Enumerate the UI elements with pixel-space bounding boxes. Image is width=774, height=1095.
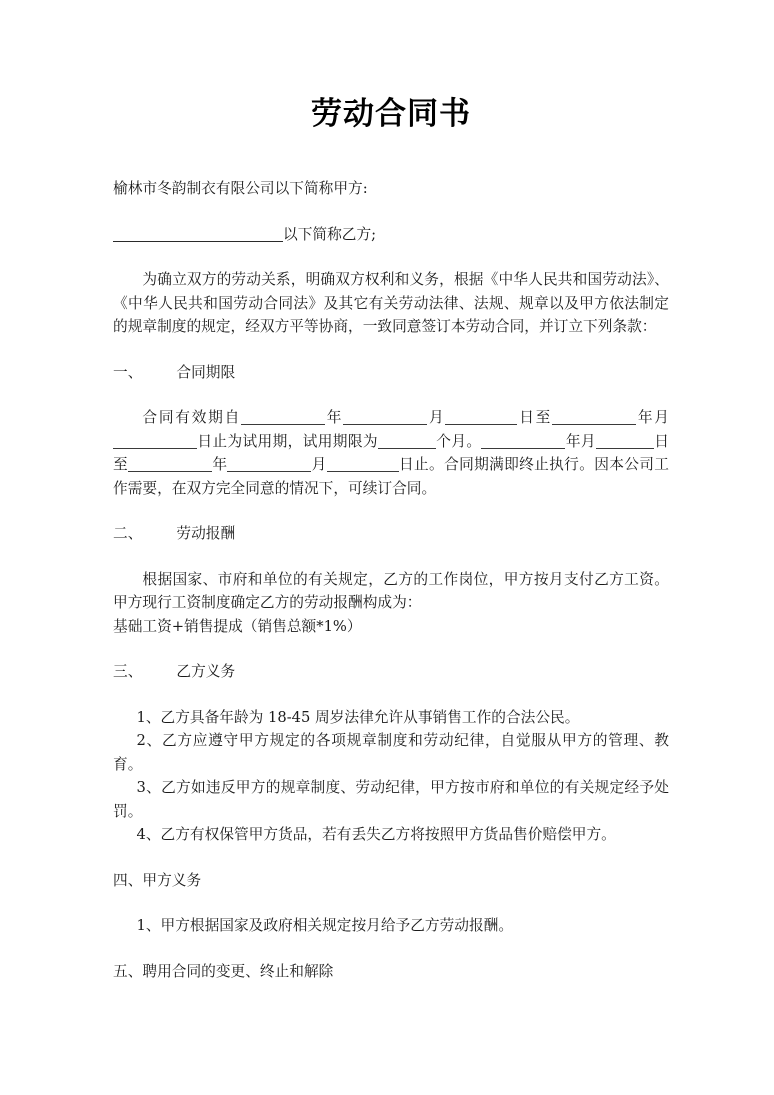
cp-text-4: 年月 [636,409,669,427]
section-title-1: 合同期限 [176,363,236,381]
party-b-name-blank[interactable] [113,241,283,242]
section-heading-5 [113,960,669,984]
section-heading-4 [113,869,669,893]
cp-blank-month-2[interactable] [113,434,197,449]
cp-blank-month-3[interactable] [596,434,654,449]
party-b-suffix-label: 以下简称乙方; [283,225,377,243]
cp-blank-day-1[interactable] [445,410,517,425]
section-title-3: 乙方义务 [176,663,236,681]
list-item: 1、乙方具备年龄为 18-45 周岁法律允许从事销售工作的合法公民。 [136,708,580,726]
cp-blank-year-3[interactable] [481,434,565,449]
cp-text-5: 日止为试用期，试用期限为 [197,432,378,450]
party-b-line [113,223,669,247]
cp-text-3: 日至 [517,409,553,427]
section-number-3: 三、 [113,663,143,681]
party-a-line: 榆林市冬韵制衣有限公司以下简称甲方: [113,180,368,198]
cp-blank-month-4[interactable] [227,457,311,472]
cp-text-10: 月 [311,456,327,474]
document-body [113,0,669,983]
cp-blank-month-1[interactable] [343,410,427,425]
cp-blank-probation-months[interactable] [378,434,436,449]
cp-text-7: 年月 [565,432,596,450]
list-item: 2、乙方应遵守甲方规定的各项规章制度和劳动纪律，自觉服从甲方的管理、教育。 [113,732,669,773]
section-title-4: 甲方义务 [142,871,202,889]
cp-blank-year-1[interactable] [241,410,325,425]
section-heading-1 [113,361,669,385]
compensation-formula: 基础工资+销售提成（销售总额*1%） [113,617,362,635]
cp-text-0: 合同有效期自 [142,409,242,427]
contract-period-paragraph [113,406,669,500]
section-number-2: 二、 [113,525,143,543]
section-heading-3 [113,660,669,684]
cp-text-11: 日止。合同期满即终止执行。因本公司工作需要，在双方完全同意的情况下，可续订合同。 [113,456,669,497]
section-number-1: 一、 [113,363,143,381]
section-title-2: 劳动报酬 [176,525,236,543]
compensation-paragraph: 根据国家、市府和单位的有关规定，乙方的工作岗位，甲方按月支付乙方工资。甲方现行工资制度确定乙方的劳动报酬构成为： [113,570,669,612]
cp-text-6: 个月。 [435,432,482,450]
section-number-5: 五、 [113,962,143,980]
list-item: 4、乙方有权保管甲方货品，若有丢失乙方将按照甲方货品售价赔偿甲方。 [136,826,616,844]
cp-text-2: 月 [427,409,446,427]
cp-blank-year-4[interactable] [128,457,212,472]
list-item: 1、甲方根据国家及政府相关规定按月给予乙方劳动报酬。 [136,917,514,935]
section-number-4: 四、 [113,871,143,889]
preamble-paragraph: 为确立双方的劳动关系，明确双方权利和义务，根据《中华人民共和国劳动法》、《中华人民共和国劳动合同法》及其它有关劳动法律、法规、规章以及甲方依法制定的规章制度的规定，经双方平等协商，一致同意签订本劳动合同，并订立下列条款： [113,271,669,336]
cp-text-1: 年 [325,409,344,427]
list-item: 3、乙方如违反甲方的规章制度、劳动纪律，甲方按市府和单位的有关规定经予处罚。 [113,779,669,820]
cp-text-8: 日至 [113,432,669,474]
cp-blank-day-2[interactable] [327,457,399,472]
cp-blank-year-2[interactable] [552,410,636,425]
page-title: 劳动合同书 [311,96,471,132]
section-title-5: 聘用合同的变更、终止和解除 [142,962,334,980]
cp-text-9: 年 [212,456,228,474]
section-heading-2 [113,522,669,546]
